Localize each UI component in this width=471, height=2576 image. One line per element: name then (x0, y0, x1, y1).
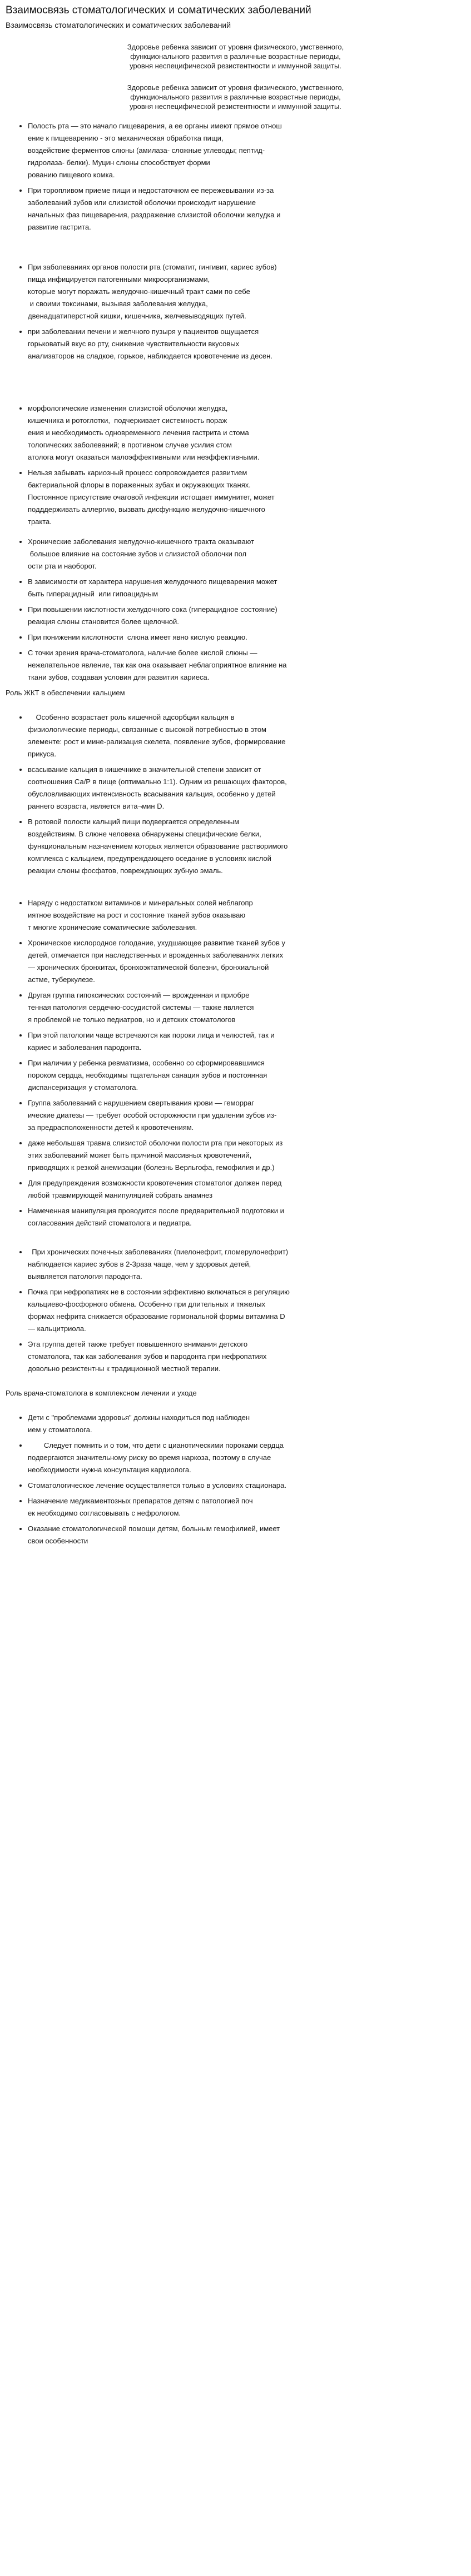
list-item-line: функциональным назначением которых является образование растворимого (28, 842, 288, 850)
list-item-line: • всасывание кальция в кишечнике в значительной степени зависит от (28, 765, 261, 774)
section-title-gkt: Роль ЖКТ в обеспечении кальцием (6, 689, 125, 697)
list-item (28, 1029, 465, 1054)
list-item-line: наблюдается кариес зубов в 2-3раза чаще, чем у здоровых детей, (28, 1260, 251, 1268)
list-item-line: прикуса. (28, 750, 57, 758)
list-item-line: кишечника и ротоглотки, подчеркивает системность пораж (28, 416, 227, 425)
list-item-line: — хронических бронхитах, бронхоэктатической болезни, бронхиальной (28, 963, 269, 971)
list-item-line: формах нефрита снижается образование гормональной формы витамина D (28, 1312, 285, 1321)
list-item-line: • Особенно возрастает роль кишечной адсорбции кальция в (28, 713, 235, 721)
list-item-line: двенадцатиперстной кишки, кишечника, желчевыводящих путей. (28, 312, 246, 320)
section-title-role: Роль врача-стоматолога в комплексном лечении и уходе (6, 1389, 197, 1397)
list-item-line: — кальцитриола. (28, 1324, 86, 1333)
list-item-line: детей, отмечается при наследственных и врожденных заболеваниях легких (28, 951, 284, 959)
list-item-line: • С точки зрения врача-стоматолога, наличие более кислой слюны — (28, 649, 257, 657)
list-item-line: горьковатый вкус во рту, снижение чувствительности вкусовых (28, 340, 240, 348)
list-item-line: диспансеризация у стоматолога. (28, 1083, 138, 1092)
list-item-line: • При заболеваниях органов полости рта (стоматит, гингивит, кариес зубов) (28, 263, 277, 271)
list-item-line: воздействие ферментов слюны (амилаза- сложные углеводы; пептид- (28, 146, 265, 155)
list-item-line: физиологические периоды, связанные с высокой потребностью в этом (28, 725, 266, 734)
list-item (28, 120, 465, 181)
list-item-line: элементе: рост и мине-рализация скелета, появление зубов, формирование (28, 738, 286, 746)
list-item (28, 1177, 465, 1202)
list-item-line: • морфологические изменения слизистой оболочки желудка, (28, 404, 228, 412)
list-item (28, 467, 465, 528)
list-item-line: • Назначение медикаментозных препаратов детям с патологией поч (28, 1497, 253, 1505)
list-item (28, 604, 465, 628)
list-item-line: этих заболеваний может быть причиной массивных кровотечений, (28, 1151, 252, 1159)
list-item-line: • Полость рта — это начало пищеварения, а ее органы имеют прямое отнош (28, 122, 282, 130)
list-item-line: • Следует помнить и о том, что дети с цианотическими пороками сердца (28, 1441, 284, 1449)
list-item-line: согласования действий стоматолога и педиатра. (28, 1219, 192, 1227)
list-item-line: кальциево-фосфорного обмена. Особенно при длительных и тяжелых (28, 1300, 265, 1308)
list-item-line: довольно резистентны к традиционной местной терапии. (28, 1364, 221, 1373)
page-subtitle: Взаимосвязь стоматологических и соматических заболеваний (6, 21, 231, 29)
intro-line: уровня неспецифической резистентности и иммунной защиты. (130, 102, 341, 111)
list-item (28, 536, 465, 572)
bullet-list-digestion (6, 120, 465, 233)
list-item-line: ием у стоматолога. (28, 1426, 92, 1434)
list-item (28, 1137, 465, 1174)
list-item (28, 1057, 465, 1094)
list-item-line: ение к пищеварению - это механическая обработка пищи, (28, 134, 224, 142)
list-item-line: • Стоматологическое лечение осуществляется только в условиях стационара. (28, 1481, 286, 1489)
bullet-list-infection (6, 261, 465, 362)
list-item-line: нежелательное явление, так как она оказывает неблагоприятное влияние на (28, 661, 287, 669)
list-item-line: астме, туберкулезе. (28, 975, 95, 984)
list-item-line: гидролаза- белки). Муцин слюны способствует форми (28, 158, 210, 167)
intro-line: функционального развития в различные возрастные периоды, (130, 52, 341, 61)
list-item-line: атолога могут оказаться малоэффективными или неэффективными. (28, 453, 260, 461)
bullet-list-calcium (6, 711, 465, 877)
list-item-line: • При этой патологии чаще встречаются как пороки лица и челюстей, так и (28, 1031, 275, 1039)
list-item-line: свои особенности (28, 1537, 88, 1545)
list-item (28, 1097, 465, 1134)
page-title: Взаимосвязь стоматологических и соматических заболеваний (6, 4, 311, 16)
list-item-line: подддерживать аллергию, вызвать дисфункцию желудочно-кишечного (28, 505, 265, 514)
list-item-line: • При хронических почечных заболеваниях (пиелонефрит, гломерулонефрит) (28, 1248, 289, 1256)
intro-line: Здоровье ребенка зависит от уровня физического, умственного, (127, 83, 344, 92)
list-item-line: воздействиям. В слюне человека обнаружены специфические белки, (28, 830, 261, 838)
list-item-line: • Эта группа детей также требует повышенного внимания детского (28, 1340, 248, 1348)
intro-paragraph (6, 42, 465, 71)
intro-line: функционального развития в различные возрастные периоды, (130, 93, 341, 101)
list-item-line: раннего возраста, является вита¬мин D. (28, 802, 165, 810)
list-item-line: начальных фаз пищеварения, раздражение слизистой оболочки желудка и (28, 211, 281, 219)
list-item-line: • Наряду с недостатком витаминов и минеральных солей неблагопр (28, 899, 253, 907)
list-item-line: т многие хронические соматические заболевания. (28, 923, 197, 931)
bullet-list-chronic (6, 897, 465, 1229)
list-item (28, 647, 465, 684)
intro-section (6, 42, 465, 111)
list-item-line: иятное воздействие на рост и состояние тканей зубов оказываю (28, 911, 246, 919)
list-item-line: • В ротовой полости кальций пищи подвергается определенным (28, 818, 240, 826)
list-item-line: кариес и заболевания пародонта. (28, 1043, 142, 1052)
list-item-line: за предрасположенности детей к кровотечениям. (28, 1123, 194, 1132)
list-item (28, 326, 465, 362)
list-item-line: • При понижении кислотности слюна имеет явно кислую реакцию. (28, 633, 247, 641)
bullet-list-role (6, 1412, 465, 1547)
list-item-line: тенная патология сердечно-сосудистой системы — также является (28, 1003, 254, 1012)
list-item-line: подвергаются значительному риску во время наркоза, поэтому в случае (28, 1453, 271, 1462)
list-item (28, 989, 465, 1026)
list-item-line: ткани зубов, создавая условия для развития кариеса. (28, 673, 210, 681)
list-item-line: я проблемой не только педиатров, но и детских стоматологов (28, 1015, 236, 1024)
list-item (28, 1479, 465, 1492)
list-item (28, 1495, 465, 1519)
list-item-line: • даже небольшая травма слизистой оболочки полости рта при некоторых из (28, 1139, 283, 1147)
list-item-line: рованию пищевого комка. (28, 171, 115, 179)
list-item-line: тологических заболеваний; в противном случае усилия стом (28, 441, 232, 449)
list-item-line: комплекса с кальцием, предупреждающего оседание в условиях кислой (28, 854, 271, 863)
list-item-line: реакции слюны фосфатов, повреждающих зубную эмаль. (28, 866, 223, 875)
list-item (28, 1439, 465, 1476)
list-item-line: приводящих к резкой анемизации (болезнь Верльгофа, гемофилия и др.) (28, 1163, 275, 1172)
list-item-line: необходимости нужна консультация кардиолога. (28, 1466, 191, 1474)
list-item-line: обусловливающих интенсивность всасывания кальция, особенно у детей (28, 790, 276, 798)
list-item-line: Постоянное присутствие очаговой инфекции истощает иммунитет, может (28, 493, 275, 501)
intro-paragraph (6, 83, 465, 111)
list-item-line: большое влияние на состояние зубов и слизистой оболочки пол (28, 550, 247, 558)
list-item (28, 1205, 465, 1229)
list-item (28, 1286, 465, 1335)
list-item-line: • Хроническое кислородное голодание, ухудшающее развитие тканей зубов у (28, 939, 285, 947)
list-item (28, 1523, 465, 1547)
bullet-list-morphology (6, 402, 465, 528)
list-item (28, 185, 465, 233)
list-item-line: пища инфицируется патогенными микроорганизмами, (28, 275, 210, 283)
list-item-line: выявляется патология пародонта. (28, 1272, 142, 1280)
bullet-list-renal (6, 1246, 465, 1375)
list-item-line: • Почка при нефропатиях не в состоянии эффективно включаться в регуляцию (28, 1288, 290, 1296)
list-item (28, 261, 465, 322)
list-item (28, 711, 465, 760)
intro-line: Здоровье ребенка зависит от уровня физического, умственного, (127, 43, 344, 51)
list-item-line: • Дети с "проблемами здоровья" должны находиться под наблюден (28, 1413, 250, 1422)
list-item-line: стоматолога, так как заболевания зубов и пародонта при нефропатиях (28, 1352, 267, 1361)
list-item-line: реакция слюны становится более щелочной. (28, 617, 179, 626)
list-item-line: • Другая группа гипоксических состояний — врожденная и приобре (28, 991, 250, 999)
list-item-line: ек необходимо согласовывать с нефрологом. (28, 1509, 181, 1517)
list-item (28, 1246, 465, 1283)
list-item (28, 402, 465, 464)
list-item-line: и своими токсинами, вызывая заболевания желудка, (28, 300, 208, 308)
list-item-line: • При торопливом приеме пищи и недостаточном ее пережевывании из-за (28, 186, 274, 195)
list-item (28, 1412, 465, 1436)
list-item-line: которые могут поражать желудочно-кишечный тракт сами по себе (28, 287, 250, 296)
list-item-line: заболеваний зубов или слизистой оболочки происходит нарушение (28, 198, 256, 207)
bullet-list-gastro (6, 536, 465, 684)
list-item (28, 937, 465, 986)
list-item-line: ические диатезы — требует особой осторожности при удалении зубов из- (28, 1111, 277, 1119)
list-item (28, 816, 465, 877)
list-item-line: ения и необходимость одновременного лечения гастрита и стома (28, 428, 249, 437)
list-item-line: ости рта и наоборот. (28, 562, 97, 570)
list-item-line: соотношения Са/Р в пище (оптимально 1:1). Одним из решающих факторов, (28, 778, 287, 786)
list-item-line: тракта. (28, 517, 52, 526)
list-item-line: пороком сердца, необходимы тщательная санация зубов и постоянная (28, 1071, 267, 1079)
list-item-line: • В зависимости от характера нарушения желудочного пищеварения может (28, 577, 277, 586)
list-item-line: • при заболевании печени и желчного пузыря у пациентов ощущается (28, 327, 259, 336)
list-item (28, 897, 465, 934)
list-item-line: развитие гастрита. (28, 223, 91, 231)
list-item (28, 576, 465, 600)
list-item-line: • Нельзя забывать кариозный процесс сопровождается развитием (28, 469, 247, 477)
list-item-line: • При повышении кислотности желудочного сока (гиперацидное состояние) (28, 605, 277, 614)
list-item-line: любой травмирующей манипуляцией собрать анамнез (28, 1191, 213, 1199)
intro-line: уровня неспецифической резистентности и иммунной защиты. (130, 62, 341, 70)
list-item-line: • Хронические заболевания желудочно-кишечного тракта оказывают (28, 537, 255, 546)
list-item-line: анализаторов на сладкое, горькое, наблюдается кровотечение из десен. (28, 352, 272, 360)
list-item-line: бактериальной флоры в пораженных зубах и окружающих тканях. (28, 481, 251, 489)
list-item-line: • При наличии у ребенка ревматизма, особенно со сформировавшимся (28, 1059, 265, 1067)
list-item (28, 1338, 465, 1375)
list-item-line: • Группа заболеваний с нарушением свертывания крови — геморраг (28, 1099, 255, 1107)
list-item (28, 631, 465, 644)
list-item-line: • Для предупреждения возможности кровотечения стоматолог должен перед (28, 1179, 282, 1187)
list-item-line: быть гиперацидный или гипоацидным (28, 590, 158, 598)
list-item-line: • Оказание стоматологической помощи детям, больным гемофилией, имеет (28, 1524, 280, 1533)
list-item (28, 764, 465, 813)
list-item-line: • Намеченная манипуляция проводится после предварительной подготовки и (28, 1207, 284, 1215)
